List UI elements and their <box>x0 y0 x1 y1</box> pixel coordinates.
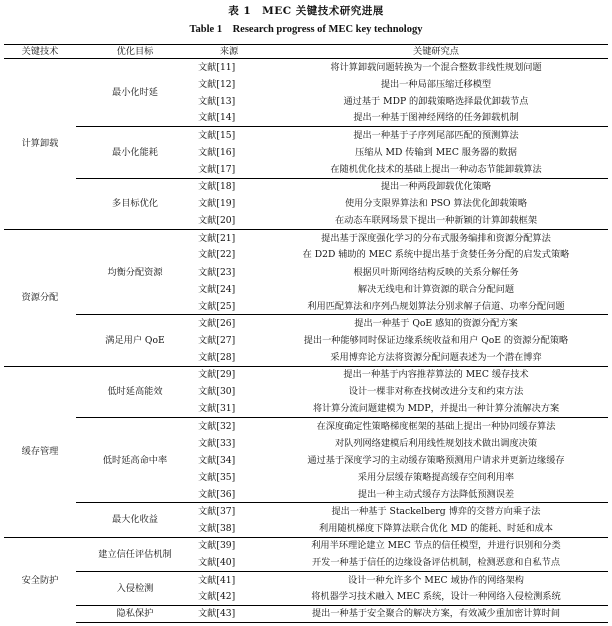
source-reference-cell: 文献[28] <box>198 351 236 363</box>
source-reference-cell: 文献[41] <box>194 571 264 588</box>
research-point-cell: 提出一种基于 QoE 感知的资源分配方案 <box>264 315 608 332</box>
table-row <box>4 315 608 332</box>
research-point-cell: 设计一种允许多个 MEC 域协作的网络架构 <box>264 571 608 588</box>
table-header-row <box>4 45 608 59</box>
research-point-cell: 采用分层缓存策略提高缓存空间利用率 <box>357 471 515 483</box>
research-point-cell: 提出一种局部压缩迁移模型 <box>380 78 492 90</box>
source-reference-cell: 文献[37] <box>194 503 264 520</box>
key-technology-cell: 缓存管理 <box>4 366 76 537</box>
header-optimization-goal: 优化目标 <box>76 45 194 59</box>
optimization-goal-cell: 满足用户 QoE <box>76 315 194 366</box>
research-point-cell: 提出一种基于内容推荐算法的 MEC 缓存技术 <box>264 366 608 383</box>
table-row <box>4 366 608 383</box>
table-caption-english: Table 1 Research progress of MEC key technology <box>189 24 423 35</box>
source-reference-cell: 文献[35] <box>198 471 236 483</box>
research-point-cell: 使用分支限界算法和 PSO 算法优化卸载策略 <box>344 198 528 210</box>
research-point-cell: 利用随机梯度下降算法联合优化 MD 的能耗、时延和成本 <box>319 522 553 534</box>
research-point-cell: 将计算分流问题建模为 MDP，并提出一种计算分流解决方案 <box>312 403 560 415</box>
table-row <box>4 229 608 246</box>
research-point-cell: 解决无线电和计算资源的联合分配问题 <box>357 283 515 295</box>
table-row <box>4 127 608 144</box>
source-reference-cell: 文献[27] <box>198 334 236 346</box>
table-row <box>4 537 608 554</box>
header-key-technology: 关键技术 <box>4 45 76 59</box>
source-reference-cell: 文献[34] <box>198 454 236 466</box>
research-point-cell: 提出一种基于子序列尾部匹配的预测算法 <box>264 127 608 144</box>
research-point-cell: 提出一种基于安全聚合的解决方案，有效减少重加密计算时间 <box>264 606 608 623</box>
source-reference-cell: 文献[23] <box>198 266 236 278</box>
source-reference-cell: 文献[30] <box>198 386 236 398</box>
source-reference-cell: 文献[33] <box>198 437 236 449</box>
source-reference-cell: 文献[42] <box>198 591 236 603</box>
source-reference-cell: 文献[19] <box>198 198 236 210</box>
table-row <box>4 417 608 434</box>
research-point-cell: 采用博弈论方法将资源分配问题表述为一个潜在博弈 <box>330 351 542 363</box>
source-reference-cell: 文献[17] <box>198 163 236 175</box>
source-reference-cell: 文献[26] <box>194 315 264 332</box>
source-reference-cell: 文献[11] <box>198 61 236 73</box>
research-point-cell: 设计一棵非对称查找树改进分支和约束方法 <box>348 386 524 398</box>
header-source: 来源 <box>194 45 264 59</box>
research-point-cell: 将机器学习技术融入 MEC 系统，设计一种网络入侵检测系统 <box>311 591 561 603</box>
optimization-goal-cell: 入侵检测 <box>76 571 194 605</box>
research-point-cell: 利用半环理论建立 MEC 节点的信任模型，并进行识别和分类 <box>264 537 608 554</box>
research-point-cell: 通过基于深度学习的主动缓存策略预测用户请求并更新边缘缓存 <box>307 454 565 466</box>
source-reference-cell: 文献[22] <box>198 249 236 261</box>
research-point-cell: 提出一种两段卸载优化策略 <box>264 178 608 195</box>
optimization-goal-cell: 最大化收益 <box>76 503 194 537</box>
optimization-goal-cell: 隐私保护 <box>76 606 194 623</box>
optimization-goal-cell: 低时延高命中率 <box>76 417 194 502</box>
table-caption-chinese: 表 1 MEC 关键技术研究进展 <box>228 5 384 17</box>
research-point-cell: 压缩从 MD 传输到 MEC 服务器的数据 <box>355 146 517 158</box>
source-reference-cell: 文献[15] <box>194 127 264 144</box>
source-reference-cell: 文献[24] <box>198 283 236 295</box>
source-reference-cell: 文献[31] <box>198 403 236 415</box>
source-reference-cell: 文献[18] <box>194 178 264 195</box>
source-reference-cell: 文献[29] <box>194 366 264 383</box>
table-row <box>4 571 608 588</box>
source-reference-cell: 文献[14] <box>198 112 236 124</box>
key-technology-cell: 计算卸载 <box>21 138 59 150</box>
optimization-goal-cell: 低时延高能效 <box>76 366 194 417</box>
source-reference-cell: 文献[38] <box>198 522 236 534</box>
table-row <box>4 178 608 195</box>
research-point-cell: 通过基于 MDP 的卸载策略选择最优卸载节点 <box>343 95 529 107</box>
source-reference-cell: 文献[40] <box>198 556 236 568</box>
research-point-cell: 提出基于深度强化学习的分布式服务编排和资源分配算法 <box>264 229 608 246</box>
source-reference-cell: 文献[20] <box>198 215 236 227</box>
source-reference-cell: 文献[39] <box>194 537 264 554</box>
research-point-cell: 开发一种基于信任的边缘设备评估机制，检测恶意和自私节点 <box>311 556 561 568</box>
optimization-goal-cell: 建立信任评估机制 <box>76 537 194 571</box>
source-reference-cell: 文献[12] <box>198 78 236 90</box>
research-point-cell: 提出一种能够同时保证边缘系统收益和用户 QoE 的资源分配策略 <box>303 334 569 346</box>
source-reference-cell: 文献[25] <box>198 300 236 312</box>
key-technology-cell: 安全防护 <box>4 537 76 622</box>
source-reference-cell: 文献[32] <box>194 417 264 434</box>
research-point-cell: 在 D2D 辅助的 MEC 系统中提出基于贪婪任务分配的启发式策略 <box>302 249 570 261</box>
source-reference-cell: 文献[16] <box>198 146 236 158</box>
research-point-cell: 提出一种基于图神经网络的任务卸载机制 <box>353 112 519 124</box>
research-point-cell: 提出一种主动式缓存方法降低预测误差 <box>357 488 515 500</box>
table-row <box>4 503 608 520</box>
research-point-cell: 在动态车联网场景下提出一种新颖的计算卸载框架 <box>334 215 538 227</box>
research-progress-table <box>4 44 608 623</box>
source-reference-cell: 文献[36] <box>198 488 236 500</box>
research-point-cell: 在深度确定性策略梯度框架的基础上提出一种协同缓存算法 <box>264 417 608 434</box>
optimization-goal-cell: 最小化时延 <box>112 87 158 99</box>
research-point-cell: 在随机优化技术的基础上提出一种动态节能卸载算法 <box>330 163 542 175</box>
table-row <box>4 606 608 623</box>
optimization-goal-cell: 均衡分配资源 <box>76 229 194 314</box>
optimization-goal-cell: 多目标优化 <box>76 178 194 229</box>
research-point-cell: 将计算卸载问题转换为一个混合整数非线性规划问题 <box>330 61 542 73</box>
key-technology-cell: 资源分配 <box>4 229 76 366</box>
table-row <box>4 59 608 76</box>
research-point-cell: 利用匹配算法和序列凸规划算法分别求解子信道、功率分配问题 <box>307 300 565 312</box>
optimization-goal-cell: 最小化能耗 <box>76 127 194 178</box>
research-point-cell: 根据贝叶斯网络结构反映的关系分解任务 <box>353 266 519 278</box>
source-reference-cell: 文献[21] <box>194 229 264 246</box>
source-reference-cell: 文献[13] <box>198 95 236 107</box>
research-point-cell: 对队列网络建模后利用线性规划技术做出调度决策 <box>334 437 538 449</box>
header-key-research-point: 关键研究点 <box>264 45 608 59</box>
research-point-cell: 提出一种基于 Stackelberg 博弈的交替方向乘子法 <box>264 503 608 520</box>
source-reference-cell: 文献[43] <box>194 606 264 623</box>
